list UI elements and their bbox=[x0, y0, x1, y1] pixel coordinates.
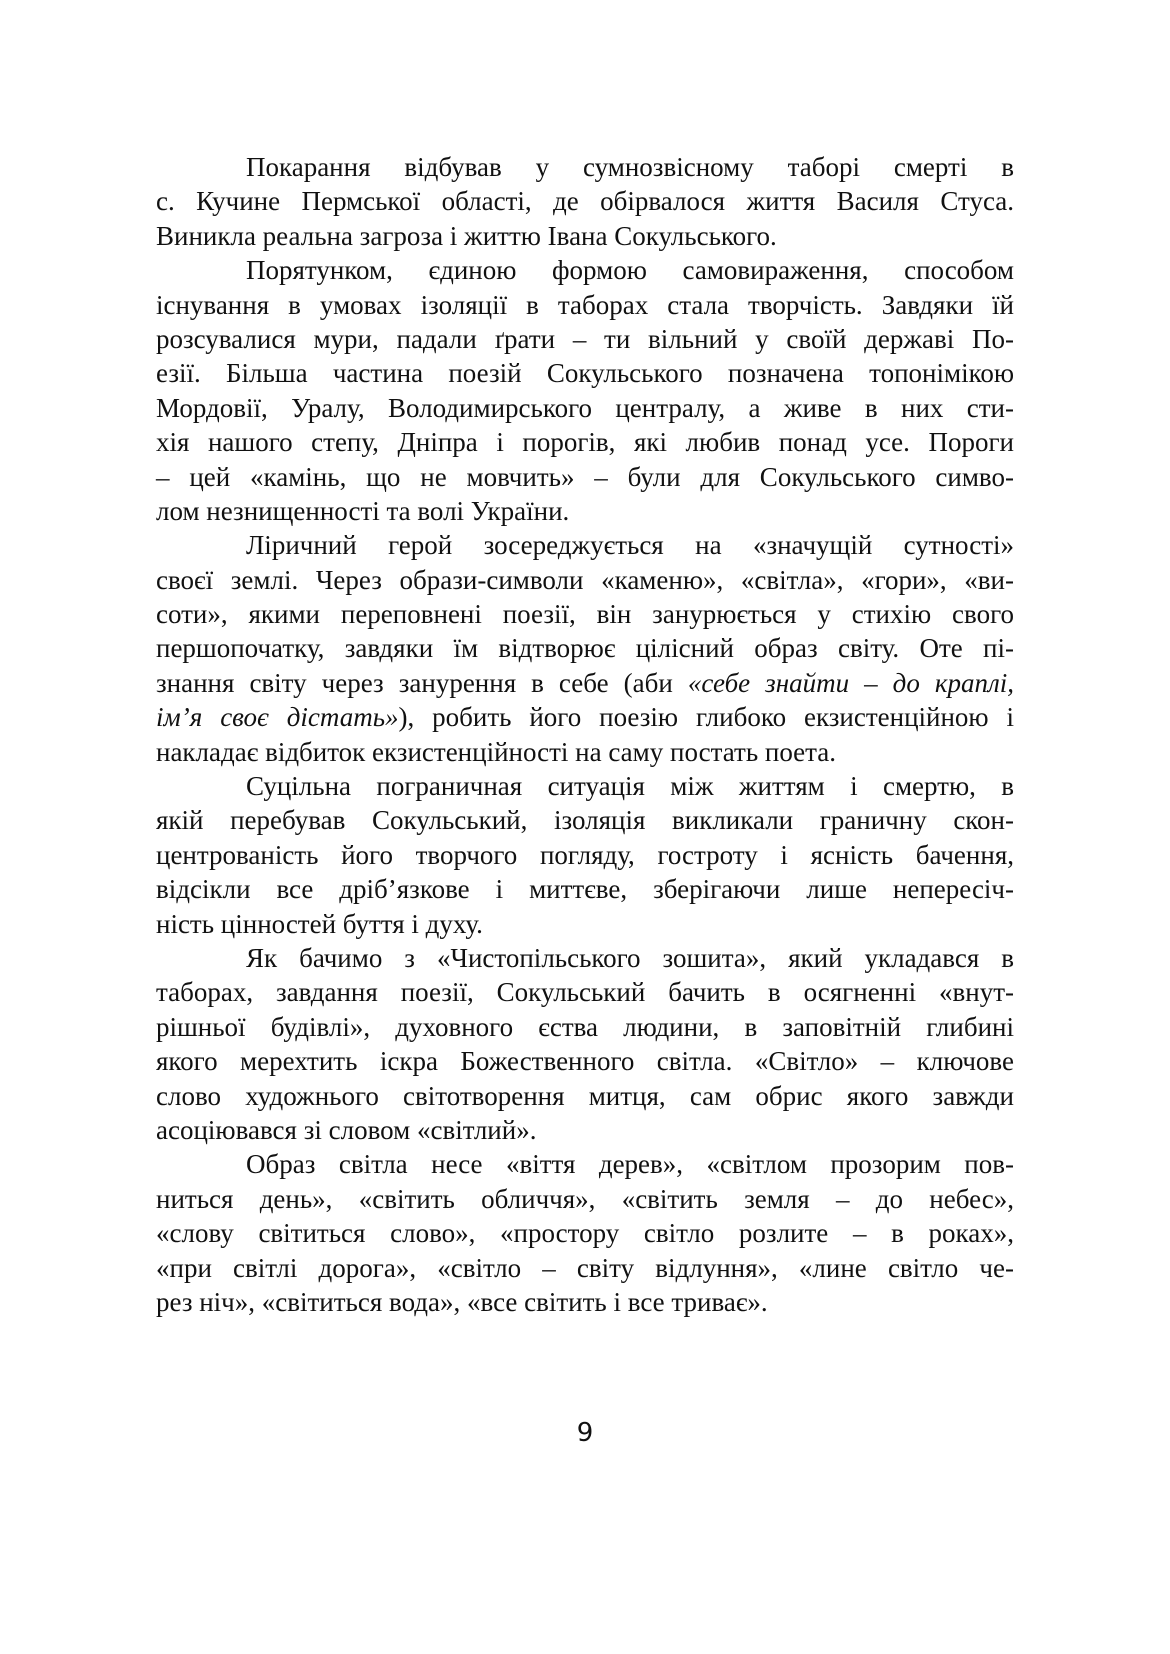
text-line bbox=[156, 1113, 1014, 1147]
text-line bbox=[156, 460, 1014, 494]
text-run: якого мерехтить іскра Божественного світла. «Світло» – ключове bbox=[156, 1046, 1014, 1077]
text-line bbox=[156, 563, 1014, 597]
text-line bbox=[156, 322, 1014, 356]
text-run: відсікли все дріб’язкове і миттєве, зберігаючи лише непересіч- bbox=[156, 874, 1014, 905]
text-line bbox=[156, 941, 1014, 975]
italic-quote: «себе знайти – до краплі, bbox=[687, 667, 1015, 698]
text-line bbox=[156, 1147, 1014, 1181]
text-run: Порятунком, єдиною формою самовираження, способом bbox=[246, 255, 1014, 286]
text-line bbox=[156, 528, 1014, 562]
text-run: накладає відбиток екзистенційності на саму постать поета. bbox=[156, 736, 837, 767]
text-line bbox=[156, 1251, 1014, 1285]
text-run: Мордовії, Уралу, Володимирського централу, а живе в них сти- bbox=[156, 392, 1014, 423]
text-run: рез ніч», «світиться вода», «все світить і все триває». bbox=[156, 1286, 768, 1317]
text-run: таборах, завдання поезії, Сокульський бачить в осягненні «внут- bbox=[156, 977, 1014, 1008]
text-run: – цей «камінь, що не мовчить» – були для Сокульського симво- bbox=[156, 461, 1014, 492]
text-line bbox=[156, 356, 1014, 390]
text-line bbox=[156, 975, 1014, 1009]
text-run: існування в умовах ізоляції в таборах стала творчість. Завдяки їй bbox=[156, 289, 1014, 320]
text-line bbox=[156, 150, 1014, 184]
paragraph bbox=[156, 769, 1014, 941]
paragraph bbox=[156, 150, 1014, 253]
text-line bbox=[156, 769, 1014, 803]
text-line bbox=[156, 597, 1014, 631]
text-line bbox=[156, 425, 1014, 459]
text-run: Образ світла несе «віття дерев», «світлом прозорим пов- bbox=[246, 1149, 1014, 1180]
text-line bbox=[156, 838, 1014, 872]
text-run: Виникла реальна загроза і життю Івана Сокульського. bbox=[156, 220, 777, 251]
text-run: Як бачимо з «Чистопільського зошита», який укладався в bbox=[246, 942, 1014, 973]
text-line bbox=[156, 631, 1014, 665]
paragraph bbox=[156, 1147, 1014, 1319]
text-run: асоціювався зі словом «світлий». bbox=[156, 1114, 537, 1145]
body-text bbox=[156, 150, 1014, 1319]
text-run: с. Кучине Пермської області, де обірвалося життя Василя Стуса. bbox=[156, 186, 1014, 217]
italic-quote: ім’я своє дістать» bbox=[156, 702, 399, 733]
text-line bbox=[156, 219, 1014, 253]
text-run: «слову світиться слово», «простору світло розлите – в роках», bbox=[156, 1218, 1014, 1249]
paragraph bbox=[156, 253, 1014, 528]
text-run: слово художнього світотворення митця, сам обрис якого завжди bbox=[156, 1080, 1014, 1111]
text-run: рішньої будівлі», духовного єства людини, в заповітній глибині bbox=[156, 1011, 1014, 1042]
text-run: розсувалися мури, падали ґрати – ти вільний у своїй державі По- bbox=[156, 323, 1014, 354]
text-line bbox=[156, 666, 1014, 700]
text-run: ниться день», «світить обличчя», «світить земля – до небес», bbox=[156, 1183, 1014, 1214]
text-run: Покарання відбував у сумнозвісному таборі смерті в bbox=[246, 152, 1014, 182]
text-run: Суцільна пограничная ситуація між життям і смертю, в bbox=[246, 771, 1014, 802]
text-line bbox=[156, 872, 1014, 906]
text-line bbox=[156, 1285, 1014, 1319]
text-line bbox=[156, 184, 1014, 218]
text-line bbox=[156, 1079, 1014, 1113]
text-run: якій перебував Сокульський, ізоляція викликали граничну скон- bbox=[156, 805, 1014, 836]
text-line bbox=[156, 1216, 1014, 1250]
text-run: хія нашого степу, Дніпра і порогів, які любив понад усе. Пороги bbox=[156, 427, 1014, 458]
text-run: «при світлі дорога», «світло – світу відлуння», «лине світло че- bbox=[156, 1252, 1014, 1283]
text-run: езії. Більша частина поезій Сокульського позначена топонімікою bbox=[156, 358, 1014, 389]
text-run: лом незнищенності та волі України. bbox=[156, 495, 570, 526]
text-line bbox=[156, 1010, 1014, 1044]
text-line bbox=[156, 253, 1014, 287]
text-run: Ліричний герой зосереджується на «значущій сутності» bbox=[246, 530, 1014, 561]
text-line bbox=[156, 907, 1014, 941]
text-run: першопочатку, завдяки їм відтворює цілісний образ світу. Оте пі- bbox=[156, 633, 1014, 664]
text-run: своєї землі. Через образи-символи «каменю», «світла», «гори», «ви- bbox=[156, 564, 1014, 595]
text-line bbox=[156, 1044, 1014, 1078]
page-number: 9 bbox=[576, 1418, 594, 1448]
text-run: центрованість його творчого погляду, гостроту і ясність бачення, bbox=[156, 839, 1014, 870]
text-line bbox=[156, 288, 1014, 322]
text-line bbox=[156, 735, 1014, 769]
paragraph bbox=[156, 528, 1014, 769]
text-line bbox=[156, 391, 1014, 425]
text-run: соти», якими переповнені поезії, він занурюється у стихію свого bbox=[156, 599, 1014, 630]
text-line bbox=[156, 494, 1014, 528]
text-line bbox=[156, 803, 1014, 837]
text-run: знання світу через занурення в себе (аби bbox=[156, 667, 688, 698]
text-run: ність цінностей буття і духу. bbox=[156, 908, 483, 939]
paragraph bbox=[156, 941, 1014, 1147]
text-line bbox=[156, 700, 1014, 734]
text-run: ), робить його поезію глибоко екзистенційною і bbox=[398, 702, 1014, 733]
text-line bbox=[156, 1182, 1014, 1216]
